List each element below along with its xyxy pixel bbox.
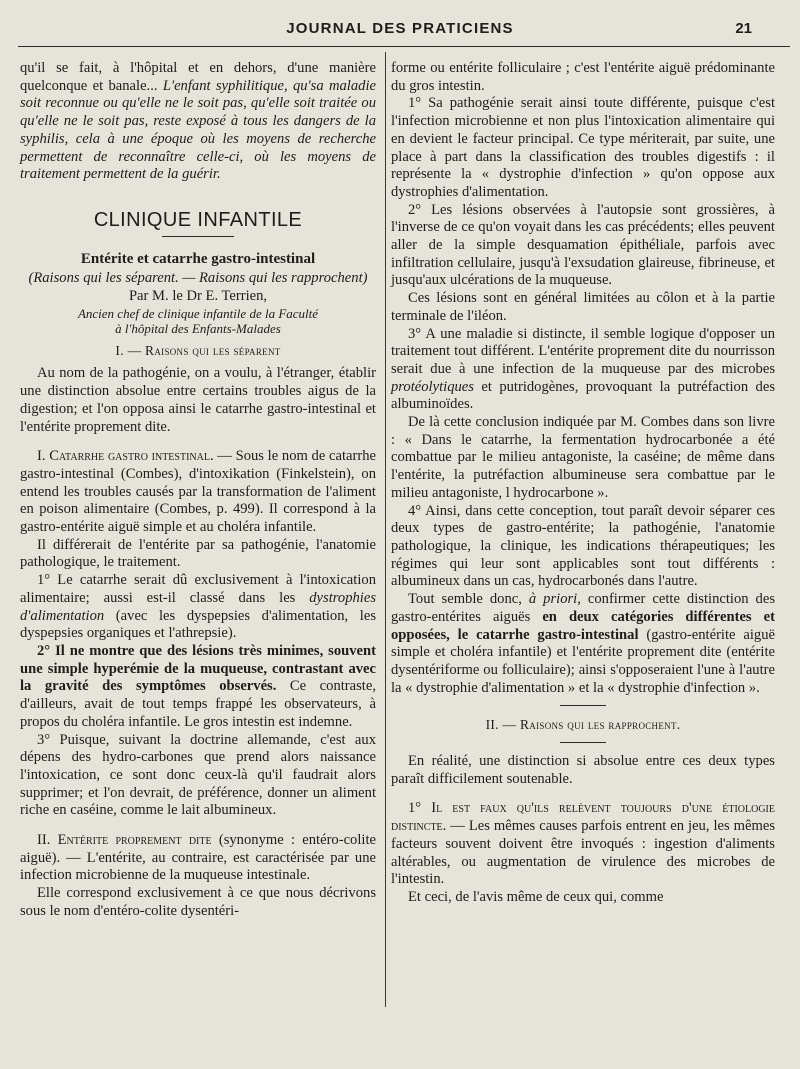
lesions-paragraph: Ces lésions sont en général limitées au côlon et à la partie terminale de l'iléon.	[391, 290, 775, 324]
column-divider	[385, 52, 386, 1007]
mid-rule	[560, 705, 606, 706]
conclusion-text: Tout semble donc,	[408, 591, 529, 608]
part-2-heading: II. — Raisons qui les rapprochent.	[485, 717, 681, 733]
point-2-bold: 2° Il ne montre que des lésions très minimes, souvent une simple hyperémie de la muqueuse, contrastant avec la gravité des symptômes observés.	[20, 642, 376, 695]
enterite-text: (synonyme : entéro-colite aiguë). — L'entérite, au contraire, est caractérisée par une infection microbienne de la muqueuse intestinale.	[20, 832, 376, 884]
catarrhe-paragraph	[20, 448, 376, 537]
enterite-paragraph	[20, 832, 376, 885]
etiology-paragraph	[391, 800, 775, 889]
catarrhe-label: I. Catarrhe gastro intestinal.	[37, 448, 214, 465]
right-point-1: 1° Sa pathogénie serait ainsi toute différente, puisque c'est l'infection microbienne et non plus l'intoxication alimentaire qui en devient le facteur principal. Ce type mériterait, par suite, une place à part dans la classification des troubles digestifs : il représente la « dystrophie d'infection » qu'on oppose aux dystrophies d'alimentation.	[391, 95, 775, 200]
section-title: CLINIQUE INFANTILE	[93, 208, 303, 231]
right-point-2: 2° Les lésions observées à l'autopsie sont grossières, à l'inverse de ce qu'on voyait dans les cas précédents; elles peuvent aller de la simple desquamation épithéliale, parfois avec infiltration cellulaire, jusqu'à l'exsudation glaireuse, fibrineuse, et jusqu'aux ulcérations de la muqueuse.	[391, 201, 775, 289]
article-subtitle: (Raisons qui les séparent. — Raisons qui les rapprochent)	[28, 270, 368, 287]
mid-rule	[560, 742, 606, 743]
conclusion-bold: en deux catégories différentes et opposées, le catarrhe gastro-intestinal	[391, 608, 775, 643]
intro-text: qu'il se fait, à l'hôpital et en dehors, d'une manière quelconque et banale...	[20, 60, 376, 94]
reality-paragraph: En réalité, une distinction si absolue entre ces deux types paraît difficilement soutenable.	[391, 753, 775, 787]
conclusion-text-3: (gastro-entérite aiguë simple et choléra infantile) et l'entérite proprement dite (entérite dysentériforme ou folliculaire); ainsi s'opposeraient l'une à l'autre la « dystrophie d'alimentation » et la « dystrophie d'infection ».	[391, 626, 775, 696]
point-2-paragraph	[20, 643, 376, 732]
point-1-paragraph	[20, 572, 376, 643]
intro-paragraph	[20, 60, 376, 184]
right-point-3-text: 3° A une maladie si distincte, il semble logique d'opposer un traitement tout différent. L'entérite proprement dite du nourrisson serait due à une infection de la muqueuse par des microbes	[391, 325, 775, 377]
left-column	[20, 60, 376, 921]
right-point-3-text-end: et putridogènes, provoquant la putréfaction des albuminoïdes.	[391, 378, 775, 413]
right-point-3	[391, 326, 775, 415]
etiology-text: — Les mêmes causes parfois entrent en jeu, les mêmes facteurs souvent doivent être invoqués : ingestion d'aliments altérables, ou augmentation de virulence des microbes de l'intestin.	[391, 818, 775, 888]
affiliation-line-2: à l'hôpital des Enfants-Malades	[115, 320, 281, 336]
byline: Par M. le Dr E. Terrien,	[128, 288, 268, 305]
intro-body-paragraph: Au nom de la pathogénie, on a voulu, à l'étranger, établir une distinction absolue entre certains troubles aigus de la digestion; et l'on opposa ainsi le catarrhe gastro-intestinal et l'entérite proprement dite.	[20, 365, 376, 435]
paragraph-gap	[20, 820, 376, 832]
section-rule	[162, 236, 234, 237]
paragraph-gap	[391, 788, 775, 800]
final-paragraph: Et ceci, de l'avis même de ceux qui, comme	[408, 888, 664, 905]
journal-title: JOURNAL DES PRATICIENS	[286, 20, 514, 37]
etiology-label: 1° Il est faux qu'ils relèvent toujours d'une étiologie distincte.	[391, 800, 775, 835]
differ-paragraph: Il différerait de l'entérite par sa pathogénie, l'anatomie pathologique, le traitement.	[20, 536, 376, 571]
enterite-label: II. Entérite proprement dite	[37, 832, 212, 849]
correspond-paragraph: Elle correspond exclusivement à ce que nous décrivons sous le nom d'entéro-colite dysentéri-	[20, 885, 376, 919]
header-rule	[18, 46, 790, 47]
intro-italic-text: L'enfant syphilitique, qu'sa maladie soit reconnue ou qu'elle ne le soit pas, qu'elle soit traitée ou qu'elle ne le soit pas, reste exposé à tous les dangers de la syphilis, cela à une époque où les moyens de recherche permettent de reconnaître celle-ci, où les moyens de traitement permettent de la guérir.	[20, 77, 376, 183]
article-title: Entérite et catarrhe gastro-intestinal	[80, 250, 316, 267]
part-1-heading: I. — Raisons qui les séparent	[115, 342, 281, 358]
right-column	[391, 60, 775, 907]
right-point-3-italic: protéolytiques	[391, 378, 474, 395]
right-point-4: 4° Ainsi, dans cette conception, tout paraît devoir séparer ces deux types de gastro-entérite; la pathogénie, l'anatomie pathologique, la clinique, les indications thérapeutiques; les régimes qui leur sont applicables sont tout différents : albumineux dans un cas, hydrocarbonés dans l'autre.	[391, 502, 775, 590]
affiliation-line-1: Ancien chef de clinique infantile de la Faculté	[77, 305, 319, 321]
continuation-paragraph: forme ou entérite folliculaire ; c'est l'entérite aiguë prédominante du gros intestin.	[391, 60, 775, 94]
point-1-text: 1° Le catarrhe serait dû exclusivement à l'intoxication alimentaire; aussi est-il classé dans les	[20, 572, 376, 606]
point-3-paragraph: 3° Puisque, suivant la doctrine allemande, c'est aux dépens des hydro-carbones que prend alors naissance l'intoxication, ce sont donc ceux-là qu'il faudrait alors supprimer; et l'on devrait, de préférence, donner un aliment riche en caséine, comme le lait albumineux.	[20, 731, 376, 819]
point-1-italic: dystrophies d'alimentation	[20, 589, 376, 624]
conclusion-paragraph	[391, 591, 775, 697]
conclusion-italic: à priori	[528, 591, 578, 608]
page-number: 21	[735, 20, 752, 37]
point-1-text-end: (avec les dyspepsies d'alimentation, les dyspepsies organiques et l'athrepsie).	[20, 607, 376, 642]
conclusion-text-2: , confirmer cette distinction des gastro-entérites aiguës	[391, 591, 775, 625]
page-header	[0, 20, 800, 42]
combes-quote-paragraph: De là cette conclusion indiquée par M. Combes dans son livre : « Dans le catarrhe, la fermentation hydrocarbonée a été combattue par le milieu antagoniste, la caséine; de même dans l'entérite, la putréfaction albumineuse sera combattue par le milieu antagoniste, l hydrocarbone ».	[391, 414, 775, 501]
paragraph-gap	[20, 436, 376, 448]
catarrhe-text: — Sous le nom de catarrhe gastro-intestinal (Combes), d'intoxikation (Finkelstein), on entend les troubles causés par la transformation de l'aliment en poison alimentaire (Combes, p. 499). Il correspond à la gastro-entérite aiguë simple et au choléra infantile.	[20, 448, 376, 536]
point-2-text: Ce contraste, d'ailleurs, avait de tout temps frappé les observateurs, à propos du choléra infantile. Le gros intestin est indemne.	[20, 678, 376, 730]
